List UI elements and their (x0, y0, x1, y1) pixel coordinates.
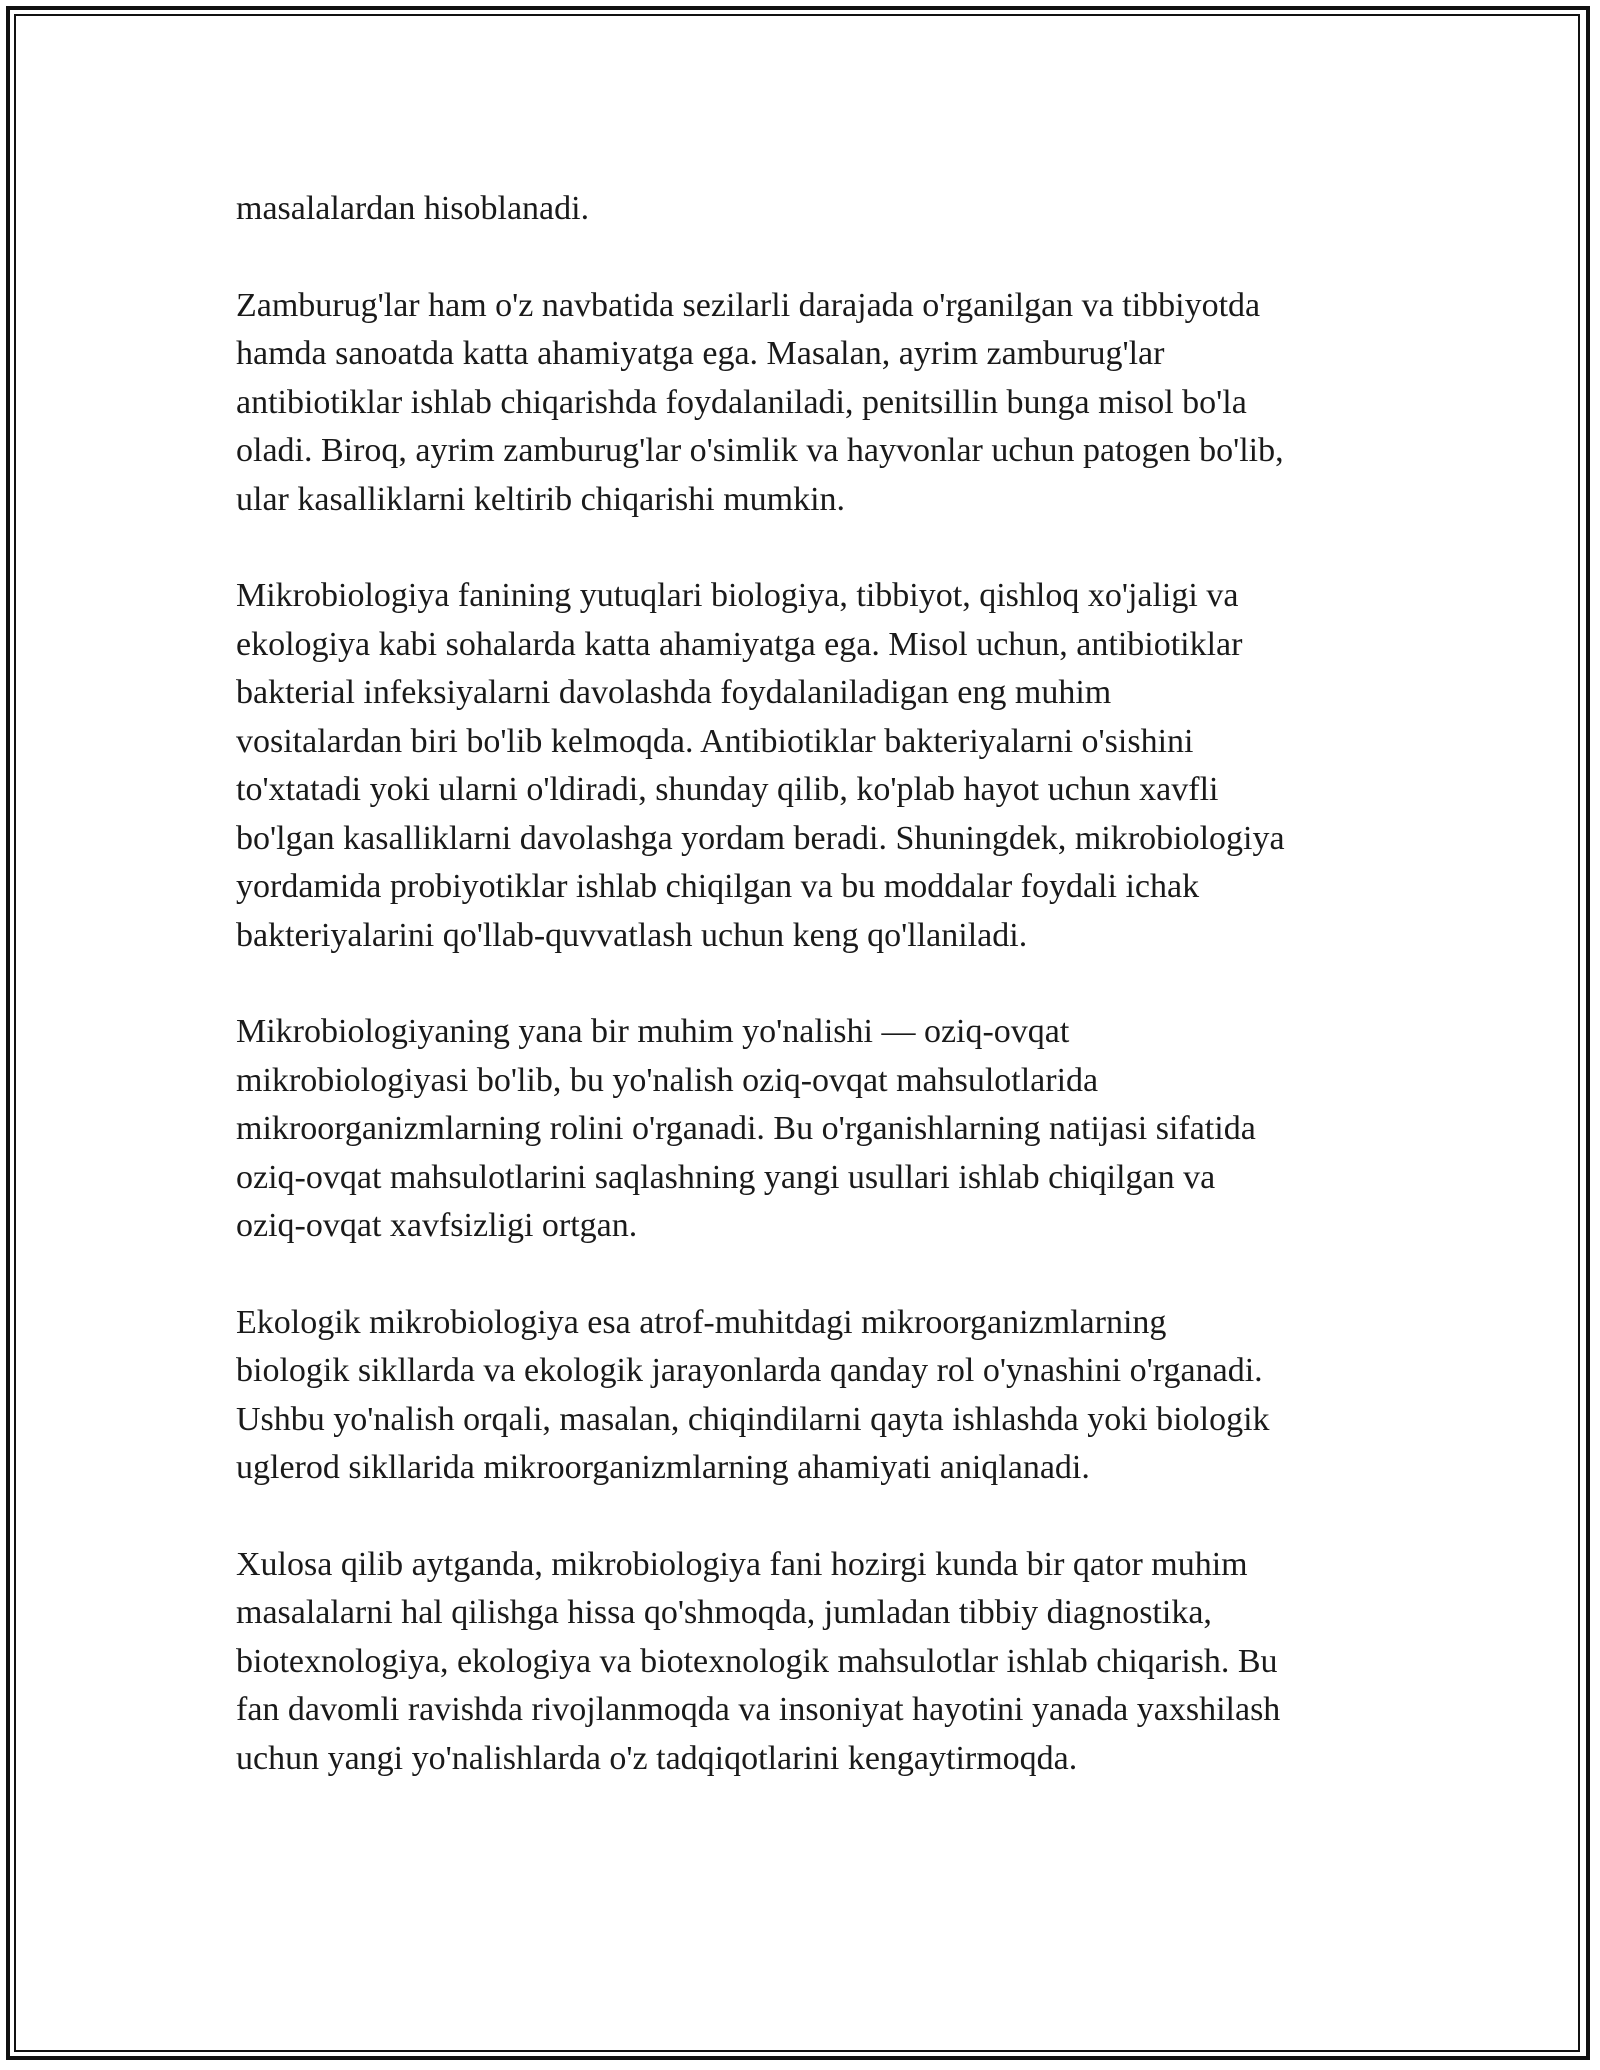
text-line: mikroorganizmlarning rolini o'rganadi. Bu o'rganishlarning natijasi sifatida (236, 1110, 1256, 1147)
text-line: Mikrobiologiyaning yana bir muhim yo'nalishi — oziq-ovqat (236, 1013, 1070, 1050)
text-line: Zamburug'lar ham o'z navbatida sezilarli darajada o'rganilgan va tibbiyotda (236, 286, 1261, 324)
text-line: ular kasalliklarni keltirib chiqarishi mumkin. (236, 480, 846, 518)
text-line: bakteriyalarini qo'llab-quvvatlash uchun keng qo'llaniladi. (236, 916, 1028, 954)
document-body (236, 185, 1386, 1831)
text-line: fan davomli ravishda rivojlanmoqda va insoniyat hayotini yanada yaxshilash (236, 1691, 1281, 1728)
text-line: yordamida probiyotiklar ishlab chiqilgan va bu moddalar foydali ichak (236, 868, 1200, 905)
text-line: ekologiya kabi sohalarda katta ahamiyatga ega. Misol uchun, antibiotiklar (236, 625, 1243, 663)
paragraph-conclusion (236, 1541, 1386, 1784)
text-line: Xulosa qilib aytganda, mikrobiologiya fani hozirgi kunda bir qator muhim (236, 1545, 1248, 1583)
text-line: antibiotiklar ishlab chiqarishda foydalaniladi, penitsillin bunga misol bo'la (236, 383, 1247, 421)
text-line: hamda sanoatda katta ahamiyatga ega. Masalan, ayrim zamburug'lar (236, 335, 1165, 372)
text-line: mikrobiologiyasi bo'lib, bu yo'nalish oziq-ovqat mahsulotlarida (236, 1061, 1099, 1099)
text-line: masalalarni hal qilishga hissa qo'shmoqda, jumladan tibbiy diagnostika, (236, 1594, 1212, 1631)
paragraph-food-microbiology (236, 1008, 1386, 1251)
text-line: oziq-ovqat mahsulotlarini saqlashning yangi usullari ishlab chiqilgan va (236, 1158, 1216, 1196)
text-line: Mikrobiologiya fanining yutuqlari biologiya, tibbiyot, qishloq xo'jaligi va (236, 577, 1239, 614)
paragraph-achievements (236, 572, 1386, 960)
paragraph-intro-continuation (236, 185, 1386, 234)
text-line: bakterial infeksiyalarni davolashda foydalaniladigan eng muhim (236, 674, 1112, 711)
text-line: oladi. Biroq, ayrim zamburug'lar o'simlik va hayvonlar uchun patogen bo'lib, (236, 432, 1284, 469)
text-line: Ekologik mikrobiologiya esa atrof-muhitdagi mikroorganizmlarning (236, 1303, 1167, 1341)
text-line: uglerod sikllarida mikroorganizmlarning ahamiyati aniqlanadi. (236, 1449, 1090, 1486)
text-line: Ushbu yo'nalish orqali, masalan, chiqindilarni qayta ishlashda yoki biologik (236, 1400, 1270, 1438)
text-line: uchun yangi yo'nalishlarda o'z tadqiqotlarini kengaytirmoqda. (236, 1739, 1078, 1777)
text-line: bo'lgan kasalliklarni davolashga yordam beradi. Shuningdek, mikrobiologiya (236, 819, 1285, 857)
text-line: oziq-ovqat xavfsizligi ortgan. (236, 1207, 638, 1244)
text-line: biotexnologiya, ekologiya va biotexnologik mahsulotlar ishlab chiqarish. Bu (236, 1642, 1278, 1680)
text-line: masalalardan hisoblanadi. (236, 190, 590, 227)
text-line: biologik sikllarda va ekologik jarayonlarda qanday rol o'ynashini o'rganadi. (236, 1352, 1263, 1389)
paragraph-fungi (236, 282, 1386, 525)
text-line: to'xtatadi yoki ularni o'ldiradi, shunday qilib, ko'plab hayot uchun xavfli (236, 771, 1219, 808)
paragraph-ecological-microbiology (236, 1299, 1386, 1493)
text-line: vositalardan biri bo'lib kelmoqda. Antibiotiklar bakteriyalarni o'sishini (236, 722, 1194, 760)
